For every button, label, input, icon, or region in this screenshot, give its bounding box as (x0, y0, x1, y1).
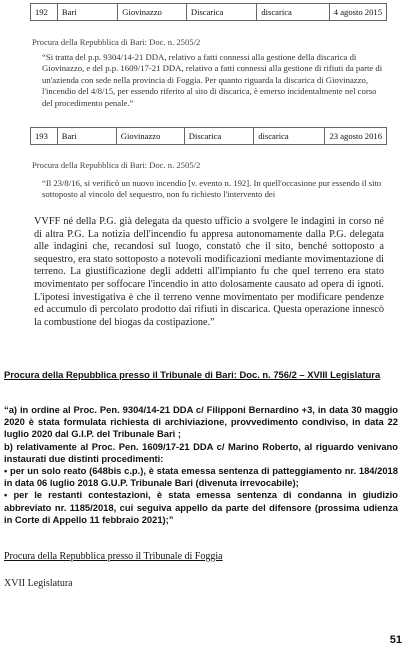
site-type: Discarica (186, 4, 256, 21)
event-number: 193 (31, 128, 58, 145)
bullet-item: • per le restanti contestazioni, è stata emessa sentenza di condanna in giudizio abbreviato nr. 1185/2018, cui seguiva appello da parte del difensore (prossima udienza in Corte di Appello 11 febbraio 2021);” (4, 489, 398, 525)
bullet-item: • per un solo reato (648bis c.p.), è stata emessa sentenza di patteggiamento nr. 184/2018 in data 06 luglio 2018 G.U.P. Tribunale Bari (divenuta irrevocabile); (4, 465, 398, 489)
event-date: 4 agosto 2015 (329, 4, 386, 21)
quote-continuation: VVFF né della P.G. già delegata da questo ufficio a svolgere le indagini in corso né di altra P.G. La notizia dell'incendio fu appresa autonomamente dalla P.G. delegata alle indagini che, recandosi sul luogo, constatò che il sito, benché sottoposto a sequestro, era stato sottoposto a notevoli modificazioni mediante movimentazione di terreno. La giustificazione degli addetti all'impianto fu che quel terreno era stato movimentato per soffocare l'incendio in atto dolosamente causato ad opera di ignoti. L'ipotesi investigativa è che il terreno venne movimentato per modificare pendenze ed accumulo di percolato prodotto dai rifiuti in discarica. Questa operazione innescò la combustione del biogas da costipazione.” (34, 216, 384, 328)
event-table-192 (30, 3, 387, 21)
site-type: Discarica (184, 128, 253, 145)
page-number: 51 (389, 634, 402, 646)
source-label: Procura della Repubblica di Bari: Doc. n. 2505/2 (32, 160, 201, 170)
municipality: Giovinazzo (116, 128, 184, 145)
quote-paragraph: “Il 23/8/16, si verificò un nuovo incendio [v. evento n. 192]. In quell'occasione pur essendo il sito sottoposto al vincolo del sequestro, non fu richiesto l'intervento dei (42, 178, 382, 200)
legislature-label: XVII Legislatura (4, 578, 73, 589)
event-number: 192 (31, 4, 58, 21)
quoted-body (4, 404, 398, 526)
section-heading: Procura della Repubblica presso il Tribunale di Bari: Doc. n. 756/2 – XVIII Legislatura (4, 369, 381, 380)
section-heading: Procura della Repubblica presso il Tribunale di Foggia (4, 551, 223, 562)
province: Bari (57, 4, 117, 21)
quote-paragraph: “Si tratta del p.p. 9304/14-21 DDA, relativo a fatti connessi alla gestione della discarica di Giovinazzo, e del p.p. 1609/17-21 DDA, relativo a fatti connessi alla gestione di rifiuti da parte di un'azienda con sede nella provincia di Foggia. Per quanto riguarda la discarica di Giovinazzo, l'incendio del 4/8/15, per essendo riferito al sito di discarica, è emerso incidentalmente nel corso del procedimento penale.” (42, 52, 383, 108)
municipality: Giovinazzo (118, 4, 187, 21)
table-row (31, 128, 387, 145)
province: Bari (57, 128, 116, 145)
event-date: 23 agosto 2016 (325, 128, 387, 145)
paragraph-b: b) relativamente al Proc. Pen. 1609/17-21 DDA c/ Marino Roberto, al riguardo venivano instaurati due distinti procedimenti: (4, 440, 398, 464)
source-label: Procura della Repubblica di Bari: Doc. n. 2505/2 (32, 37, 201, 47)
event-table-193 (30, 127, 387, 145)
table-row (31, 4, 387, 21)
site-kind: discarica (254, 128, 325, 145)
paragraph-a: “a) in ordine al Proc. Pen. 9304/14-21 DDA c/ Filipponi Bernardino +3, in data 30 maggio 2020 è stata formulata richiesta di archiviazione, provvedimento condiviso, in data 22 luglio 2020 dal G.I.P. del Tribunale Bari ; (4, 404, 398, 440)
site-kind: discarica (257, 4, 329, 21)
